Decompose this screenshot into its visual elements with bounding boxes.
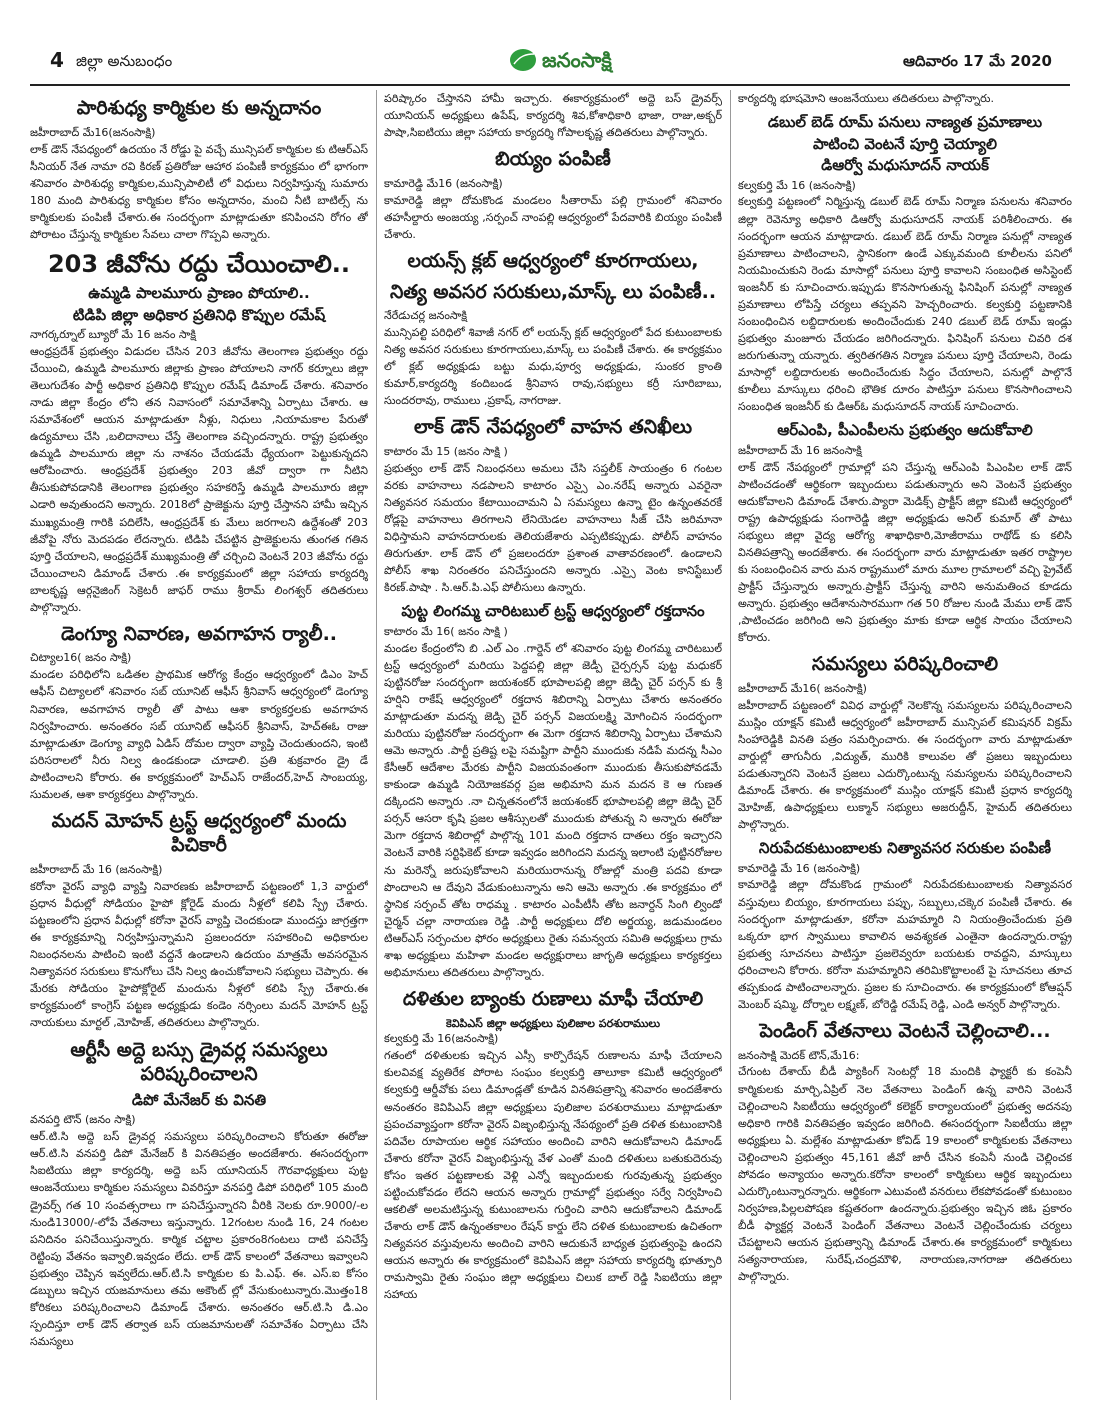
headline: డెంగ్యూ నివారణ, అవగాహన ర్యాలీ..	[60, 622, 337, 645]
article-essentials	[738, 839, 1072, 1013]
headline: లయన్స్ క్లబ్ ఆధ్వర్యంలో కూరగాయలు,	[407, 249, 699, 272]
article-go-203	[30, 249, 368, 616]
dateline: జహీరాబాద్ మే16( జనంసాక్షి)	[738, 681, 867, 695]
article-spraying	[30, 809, 368, 1032]
dateline: చిట్యాల16( జనం సాక్షి)	[30, 651, 132, 665]
article-body: లాక్ డౌన్ నేపథ్యంలో గ్రామాల్లో పని చేస్తున్న ఆర్ఎంపి పిఎంపిల లాక్ డౌన్ పాటించడంతో ఆర్థికంగా ఇబ్బందులు పడుతున్నారు అని వెంటనే ప్రభుత్వం ఆదుకోవాలని డిమాండ్ చేశారు.ప్యారా మెడిక్స్ ప్రాక్టీస్ జిల్లా కమిటీ ఆధ్వర్యంలో రాష్ట్ర ఉపాధ్యక్షుడు సంగారెడ్డి జిల్లా అధ్యక్షుడు అనిల్ కుమార్ తో పాటు సభ్యులు జిల్లా వైద్య ఆరోగ్య శాఖాధికారి,మోజీరాము రాథోడ్ కు కలిసి వినతిపత్రాన్ని అందజేశారు. ఈ సందర్భంగా వారు మాట్లాడుతూ ఇతర రాష్ట్రాల కు సంబంధించిన వారు మన రాష్ట్రములో మారు మూల గ్రామాలలో వచ్చి ప్రైవేట్ ప్రాక్టీస్ చేస్తున్నారు అన్నారు.ప్రాక్టీస్ చేస్తున్న వారిని అనుమతించ కూడదు అన్నారు. ప్రభుత్వం ఆదేశానుసారముగా గత 50 రోజుల నుండి మేము లాక్ డౌన్ ,పాటించడం జరిగింది అని ప్రభుత్వం మాకు కూడా ఆర్థిక సాయం చేయాలని కోరారు.	[738, 460, 1072, 644]
article-body: గతంలో దళితులకు ఇచ్చిన ఎస్సీ కార్పొరేషన్ రుణాలను మాఫీ చేయాలని కులవివక్ష వ్యతిరేక పోరాట సంఘం కల్వకుర్తి తాలూకా కమిటీ ఆధ్వర్యంలో కల్వకుర్తి ఆర్డీవోకు పలు డిమాండ్లతో కూడిన వినతిపత్రాన్ని శనివారం అందజేశారు అనంతరం కెవిపిఎస్ జిల్లా అధ్యక్షులు పులిజాల పరశురాములు మాట్లాడుతూ ప్రపంచవ్యాప్తంగా కరోనా వైరస్ విజృంభిస్తున్న నేపథ్యంలో ప్రతి దళిత కుటుంబానికి పదివేల రూపాయల ఆర్థిక సహాయం అందించి వారిని ఆదుకోవాలని డిమాండ్ చేశారు కరోనా వైరస్ విజృంభిస్తున్న వేళ ఎంతో మంది దళితులు బతుకుదెరువు కోసం ఇతర పట్టణాలకు వెళ్లి ఎన్నో ఇబ్బందులకు గురవుతున్న ప్రభుత్వం పట్టించుకోవడం లేదని ఆయన అన్నారు గ్రామాల్లో ప్రభుత్వం సర్వే నిర్వహించి ఆకలితో అలమటిస్తున్న కుటుంబాలను గుర్తించి వారిని ఆదుకోవాలని డిమాండ్ చేశారు లాక్ డౌన్ ఉన్నంతకాలం రేషన్ కార్డు లేని దళిత కుటుంబాలకు ఉచితంగా నిత్యవసర వస్తువులను అందించి వారిని ఆదుకునే బాధ్యత ప్రభుత్వంపై ఉందని ఆయన అన్నారు ఈ కార్యక్రమంలో కెవిపిఎస్ జిల్లా సహాయ కార్యదర్శి భూత్పూరి రామస్వామి రైతు సంఘం జిల్లా అధ్యక్షులు చిలుక బాల్ రెడ్డి సిఐటియు జిల్లా సహాయ	[384, 1049, 722, 1302]
headline: 203 జీవోను రద్దు చేయించాలి..	[47, 249, 351, 278]
dateline: నేరేడుచర్ల జనంసాక్షి	[384, 309, 467, 323]
article-dalit-continued	[738, 90, 1072, 107]
section-name: జిల్లా అనుబంధం	[76, 52, 173, 70]
article-body: చేగుంట దేశాయ్ బీడీ ప్యాకింగ్ సెంటర్లో 18 మందికి ఫ్యాక్టరీ కు కంపెనీ కార్మికులకు మార్చి,ఏప్రిల్ నెల వేతనాలు పెండింగ్ ఉన్న వారిని వెంటనే చెల్లించాలని సిఐటీయు ఆధ్వర్యంలో కలెక్టర్ కార్యాలయంలో ప్రభుత్వ అదనపు అధికారి గారికి వినతిపత్రం ఇవ్వడం జరిగింది. ఈసందర్భంగా సిఐటీయు జిల్లా అధ్యక్షులు ఏ. మల్లేశం మాట్లాడుతూ కోవిడ్ 19 కాలంలో కార్మికులకు వేతనాలు చెల్లించాలని ప్రభుత్వం 45,161 జీవో జారీ చేసిన కంపెనీ నుండి చెల్లించక పోవడం అన్యాయం అన్నారు.కరోనా కాలంలో కార్మికులు ఆర్థిక ఇబ్బందులు ఎదుర్కొంటున్నారన్నారు. ఆర్థికంగా ఎటువంటి వనరులు లేకపోవడంతో కుటుంబం నిర్వహణ,పిల్లలపోషణ కష్టతరంగా ఉందన్నారు.ప్రభుత్వం ఇచ్చిన జిఓ ప్రకారం బీడీ ఫ్యాక్టర్ల వెంటనే పెండింగ్ వేతనాలు వెంటనే చెల్లించేందుకు చర్యలు చేపట్టాలని ఆయన ప్రభుత్వాన్ని డిమాండ్ చేశారు.ఈ కార్యక్రమంలో కార్మికులు సత్యనారాయణ, సురేష్,చంద్రమౌళి, నారాయణ,నాగరాజు తదితరులు పాల్గొన్నారు.	[738, 1065, 1072, 1284]
article-rice-distribution	[384, 147, 722, 243]
dateline: జనంసాక్షి మెదక్ టౌన్,మే16:	[738, 1048, 860, 1062]
headline: ఆర్టీసీ అద్దె బస్సు డ్రైవర్ల సమస్యలు పరిష్కరించాలని	[70, 1038, 328, 1086]
headline: లాక్ డౌన్ నేపధ్యంలో వాహన తనిఖీలు	[413, 416, 693, 439]
article-dengue-rally	[30, 622, 368, 803]
column-divider	[376, 90, 377, 1400]
headline-line-2: పాటించి వెంటనే పూర్తి చెయ్యాలి	[812, 134, 998, 153]
headline: పెండింగ్ వేతనాలు వెంటనే చెల్లించాలి...	[759, 1019, 1051, 1042]
article-body: ఆంధ్రప్రదేశ్ ప్రభుత్వం విడుదల చేసిన 203 జీవోను తెలంగాణ ప్రభుత్వం రద్దు చేయించి, ఉమ్మడి పాలమూరు జిల్లాకు ప్రాణం పోయాలని నాగర్ కర్నూలు జిల్లా తెలుగుదేశం పార్టీ అధికార ప్రతినిధి కొప్పుల రమేష్ డిమాండ్ చేశారు. శనివారం నాడు జిల్లా కేంద్రం లోని తన నివాసంలో సమావేశాన్ని ఏర్పాటు చేశారు. ఆ సమావేశంలో ఆయన మాట్లాడుతూ నీళ్లు, నిధులు ,నియామకాల పేరుతో ఉద్యమాలు చేసి ,బలిదానాలు చేస్తే తెలంగాణ వచ్చిందన్నారు. రాష్ట్ర ప్రభుత్వం ఉమ్మడి పాలమూరు జిల్లా ను నాశనం చేయడమే ధ్యేయంగా పెట్టుకున్నదని ఆరోపించారు. ఆంధ్రప్రదేశ్ ప్రభుత్వం 203 జీవో ద్వారా గా నీటిని తీసుకుపోవడానికి తెలంగాణ ప్రభుత్వం సహకరిస్తే ఉమ్మడి పాలమూరు జిల్లా ఎడారి అవుతుందని అన్నారు. 2018లో ప్రాజెక్టును పూర్తి చేస్తానని హామీ ఇచ్చిన ముఖ్యమంత్రి గారికి పదిలేసి, ఆంధ్రప్రదేశ్ కు మేలు జరగాలని ఉద్దేశంతో 203 జీవోపై నోరు మెదపడం లేదన్నారు. టిడిపి చేపట్టిన ప్రాజెక్టులను తుంగత గతిన పూర్తి చేయాలని, ఆంధ్రప్రదేశ్ ముఖ్యమంత్రి తో చర్చించి వెంటనే 203 జీవోను రద్దు చేయించాలని డిమాండ్ చేశారు .ఈ కార్యక్రమంలో జిల్లా సహాయ కార్యదర్శి బాలకృష్ణ ఆర్గనైజింగ్ సెక్రెటరీ జాఫర్ రాము శ్రీరామ్ లింగశ్వర్ తదితరులు పాల్గొన్నారు.	[30, 345, 368, 614]
article-annadanam	[30, 96, 368, 243]
article-blood-donation	[384, 602, 722, 980]
column-divider	[730, 90, 731, 1400]
article-double-bedroom	[738, 113, 1072, 415]
header-rule	[30, 84, 1070, 86]
article-lions-club	[384, 249, 722, 410]
page-number: 4	[50, 48, 64, 72]
column-1	[30, 90, 368, 1400]
headline: దళితుల బ్యాంకు రుణాలు మాఫీ చేయాలి	[402, 987, 704, 1010]
dateline: కల్వకుర్తి మే 16(జనంసాక్షి)	[384, 1032, 499, 1046]
dateline: నాగర్కర్నూల్ బ్యూరో మే 16 జనం సాక్షి	[30, 328, 196, 342]
dateline: కామారెడ్డి మే 16 (జనంసాక్షి)	[738, 861, 861, 875]
headline: మదన్ మోహన్ ట్రస్ట్ ఆధ్వర్యంలో మందు పిచికారీ	[51, 809, 347, 857]
article-body: కార్యదర్శి భూషమోని ఆంజనేయులు తదితరులు పాల్గొన్నారు.	[738, 92, 994, 105]
article-rtc-continued	[384, 90, 722, 141]
article-body: కరోనా వైరస్ వ్యాధి వ్యాప్తి నివారణకు జహీరాబాద్ పట్టణంలో 1,3 వార్డులో ప్రధాన వీధుల్లో సోడియం హైపో క్లోరైడ్ మందు నీళ్లలో కలిపి స్ప్రే చేశారు. పట్టణంలోని ప్రధాన వీధుల్లో కరోనా వైరస్ వ్యాప్తి చెందకుండా ముందస్తు జాగ్రత్తగా ఈ కార్యక్రమాన్ని నిర్వహిస్తున్నామని ప్రజలందరూ సహకరించి అధికారుల నిబంధనలను పాటించి ఇంటి వద్దనే ఉండాలని ఉదయం మాత్రమే అవసరమైన నిత్యావసర సరుకులు కొనుగోలు చేసి నిల్వ ఉంచుకోవాలని సభ్యులు చెప్పారు. ఈ మేరకు సోడియం హైపోక్లోరైట్ మందును నీళ్లలో కలిపి స్ప్రే చేశారు.ఈ కార్యక్రమంలో కాంగ్రెస్ పట్టణ అధ్యక్షుడు కండెం నర్సింలు మదన్ మోహన్ ట్రస్ట్ నాయకులు మార్టల్ ,మోహిజ్, తదితరులు పాల్గొన్నారు.	[30, 880, 368, 1030]
subheadline: టిడిపి జిల్లా అధికార ప్రతినిధి కొప్పుల రమేష్	[72, 305, 326, 324]
headline: సమస్యలు పరిష్కరించాలి	[811, 653, 999, 676]
article-body: కామారెడ్డి జిల్లా దోమకొండ గ్రామంలో నిరుపేదకుటుంబాలకు నిత్యావసర వస్తువులు బియ్యం, కూరగాయలు పప్పు, సబ్బులు,చక్కెర పంపిణీ చేశారు. ఈ సందర్భంగా మాట్లాడుతూ, కరోనా మహమ్మారి ని నియంత్రించేందుకు ప్రతి ఒక్కరూ భాగ స్వాములు కావాలిన అవశ్యకత ఎంతైనా ఉందన్నారు.రాష్ట్ర ప్రభుత్వ సూచనలు పాటిస్తూ ప్రజలెవ్వరూ బయటకు రావద్దని, మాస్కులు ధరించాలని కోరారు. కరోనా మహమ్మారిని తరిమికొట్టాలంటే పై సూచనలు తూచ తప్పకుండ పాటించాలన్నారు. ప్రజల కు సూచించారు. ఈ కార్యక్రమంలో కోఆప్షన్ మెంబర్ షమ్మి, దోర్నాల లక్ష్మణ్, బోరెడ్డి రమేష్ రెడ్డి, ఎండి అన్వర్ పాల్గొన్నారు.	[738, 878, 1072, 1011]
masthead	[30, 38, 1070, 84]
newspaper-logo	[508, 42, 688, 78]
article-body: ప్రభుత్వం లాక్ డౌన్ నిబంధనలు అమలు చేసి సప్తలీక్ సాయంత్రం 6 గంటల వరకు వాహనాలు నడపాలని కాటారం ఎస్సై ఎం.నరేష్ అన్నారు ఎవరైనా నిత్యవసర సమయం కేటాయించామని ఏ సమస్యలు ఉన్నా టైం ఉన్నంతవరకే రోడ్లపై వాహనాలు తిరగాలని లేనియెడల వాహనాలు సీజ్ చేసి జరిమానా విధిస్తామని వాహనదారులకు తెలియజేశారు ఎప్పటికప్పుడు. పోలీస్ వాహనం తిరుగుతూ. లాక్ డౌన్ లో ప్రజలందరూ ప్రశాంత వాతావరణంలో. ఉండాలని పోలీస్ శాఖ నిరంతరం పనిచేస్తుందని అన్నారు .ఎస్సై వెంట కానిస్టేబుల్ కిరణ్.పాషా . సి.ఆర్.పి.ఎఫ్ పోలీసులు ఉన్నారు.	[384, 462, 722, 595]
article-body: లాక్ డౌన్ నేపధ్యంలో ఉదయం నే రోడ్డు పై వచ్చే మున్సిపల్ కార్మికుల కు టిఆర్ఎస్ సీనియర్ నేత నామా రవి కిరణ్ ప్రతిరోజు ఆహార పంపిణీ కార్యక్రమం లో భాగంగా శనివారం పారిశుధ్య కార్మికుల,మున్సిపాలిటీ లో విధులు నిర్వహిస్తున్న సుమారు 180 మంది పారిశుధ్య కార్మికుల కోసం అన్నదానం, మంచి నీటి బాటిల్స్ ను కార్మికులకు పంపిణీ చేశారు.ఈ సందర్భంగా మాట్లాడుతూ కనిపించని రోగం తో పోరాటం చేస్తున్న కార్మికుల సేవలు చాలా గొప్పవి అన్నారు.	[30, 142, 368, 241]
article-body: ఆర్.టి.సి అద్దె బస్ డ్రైవర్ల సమస్యలు పరిష్కరించాలని కోరుతూ ఈరోజు ఆర్.టి.సి వనపర్తి డిపో మేనేజర్ కి వినతిపత్రం అందజేశారు. ఈసందర్భంగా సిఐటియు జిల్లా కార్యదర్శి, అద్దె బస్ యూనియన్ గౌరవాధ్యక్షులు పుట్ట ఆంజనేయులు కార్మికుల సమస్యలు వివరిస్తూ వనపర్తి డిపో పరిధిలో 105 మంది డ్రైవర్స్ గత 10 సంవత్సరాలు గా పనిచేస్తున్నారని వీరికి నెలకు రూ.9000/-ల నుండి13000/-లోపే వేతనాలు ఇస్తున్నారు. 12గంటల నుండి 16, 24 గంటల పనిదినం పనిచేయిస్తున్నారు. కార్మిక చట్టాల ప్రకారం8గంటలు దాటి పనిచేస్తే రెట్టింపు వేతనం ఇవ్వాలి.ఇవ్వడం లేదు. లాక్ డౌన్ కాలంలో వేతనాలు ఇవ్వాలని ప్రభుత్వం చెప్పిన ఇవ్వలేదు.ఆర్.టి.సి కార్మికుల కు పి.ఎఫ్. ఈ. ఎస్.ఐ కోసం డబ్బులు ఇచ్చిన యజమానులు తమ అకౌంట్ ల్లో వేసుకుంటున్నారు.మొత్తం18 కోరికలు పరిష్కరించాలని డిమాండ్ చేశారు. అనంతరం ఆర్.టి.సి డి.ఎం స్పందిస్తూ లాక్ డౌన్ తర్వాత బస్ యజమానులతో సమావేశం ఏర్పాటు చేసి సమస్యలు	[30, 1130, 368, 1348]
article-body: మండల పరిధిలోని ఒడితల ప్రాథమిక ఆరోగ్య కేంద్రం ఆధ్వర్యంలో డిఎం హెచ్ ఆఫీస్ చిట్యాలలో శనివారం సబ్ యూనిట్ ఆఫీస్ శ్రీనివాస్ ఆధ్వర్యంలో డెంగ్యూ నివారణ, అవగాహన ర్యాలీ తో పాటు ఆశా కార్యకర్తలకు అవగాహన నిర్వహించారు. అనంతరం సబ్ యూనిట్ ఆఫీసర్ శ్రీనివాస్, హెచ్ఈఓ రాజు మాట్లాడుతూ డెంగ్యూ వ్యాధి ఏడిస్ దోమల ద్వారా వ్యాప్తి చెందుతుందని, ఇంటి పరిసరాలలో నీరు నిల్వ ఉండకుండా చూడాలి. ప్రతి శుక్రవారం డ్రై డే పాటించాలని కోరారు. ఈ కార్యక్రమంలో హెచ్ఎస్ రాజేందర్,హెచ్ సాంబయ్య, సుమలత, ఆశా కార్యకర్తలు పాల్గొన్నారు.	[30, 668, 368, 801]
logo-text: జనంసాక్షి	[542, 48, 612, 72]
article-body: మున్సిపల్టి పరిధిలో శివాజీ నగర్ లో లయన్స్ క్లబ్ ఆధ్వర్యంలో పేద కుటుంబాలకు నిత్య అవసర సరుకులు కూరగాయలు,మాస్క్ లు పంపిణీ చేశారు. ఈ కార్యక్రమం లో క్లబ్ అధ్యక్షుడు బట్టు మధు,పూర్వ అధ్యక్షుడు, సుంకర క్రాంతి కుమార్,కార్యదర్శి కందిబండ శ్రీనివాస రావు,సభ్యులు కర్రీ సూరిబాబు, సుందరరావు, రాములు ,ప్రకాష్, నాగరాజు.	[384, 326, 722, 408]
headline: పుట్ట లింగమ్మ చారిటబుల్ ట్రస్ట్ ఆధ్వర్యంలో రక్తదానం	[401, 602, 705, 621]
column-2	[384, 90, 722, 1400]
headline: నిరుపేదకుటుంబాలకు నిత్యావసర సరుకుల పంపిణీ	[758, 839, 1052, 858]
dateline: జహీరాబాద్ మే16(జనంసాక్షి)	[30, 125, 156, 139]
subheadline: డిపో మేనేజర్ కు వినతి	[131, 1090, 267, 1109]
dateline: జహీరాబాద్ మే 16 జనంసాక్షి	[738, 443, 862, 457]
article-rtc-drivers	[30, 1038, 368, 1350]
leaf-logo-icon	[508, 46, 538, 74]
headline: బియ్యం పంపిణీ	[495, 148, 611, 171]
article-problems	[738, 652, 1072, 833]
dateline: జహీరాబాద్ మే 16 (జనంసాక్షి)	[30, 863, 163, 877]
article-rmp-pmp	[738, 421, 1072, 646]
article-body: కల్వకుర్తి పట్టణంలో నిర్మిస్తున్న డబుల్ బెడ్ రూమ్ నిర్మాణ పనులను శనివారం జిల్లా రెవెన్యూ అధికారి డిఆర్వో మధుసూదన్ నాయక్ పరిశీలించారు. ఈ సందర్భంగా ఆయన మాట్లాడారు. డబుల్ బెడ్ రూమ్ నిర్మాణ పనుల్లో నాణ్యత ప్రమాణాలు పాటించాలని, స్థానికంగా ఉండే ఎక్కువమంది కూలీలను పనిలో నియమించుకుని రెండు మాసాల్లో పనులు పూర్తి కావాలని సంబంధిత అసిస్టెంట్ ఇంజనీర్ కు సూచించారు.ఇప్పుడు కొనసాగుతున్న ఫినిషింగ్ పనుల్లో నాణ్యత ప్రమాణాలు లోపిస్తే చర్యలు తప్పవని హెచ్చరించారు. కల్వకుర్తి పట్టణానికి సంబంధించిన లబ్దిదారులకు అందించేందుకు 240 డబుల్ బెడ్ రూమ్ ఇండ్లు ప్రభుత్వం మంజూరు చేయడం జరిగిందన్నారు. ఫినిషింగ్ పనులు చివరి దశ జరుగుతున్నా యన్నారు. త్వరితగతిన నిర్మాణ పనులు పూర్తి చేయాలని, రెండు మాసాల్లో లబ్దిదారులకు అందించేందుకు సిద్ధం చేయాలని, పనుల్లో పాల్గొనే కూలీలు మాస్కులు ధరించి భౌతిక దూరం పాటిస్తూ పనులు కొనసాగించాలని సంబంధిత ఇంజనీర్ కు డిఆర్ఓ మధుసూదన్ నాయక్ సూచించారు.	[738, 195, 1072, 414]
article-body: కామారెడ్డి జిల్లా దోమకొండ మండలం సీతారామ్ పల్లి గ్రామంలో శనివారం తహసీల్దారు అంజయ్య ,సర్పంచ్ నాంపల్లి ఆధ్వర్యంలో పేదవారికి బియ్యం పంపిణీ చేశారు.	[384, 193, 722, 241]
article-body: జహీరాబాద్ పట్టణంలో వివిధ వార్డుల్లో నెలకొన్న సమస్యలను పరిష్కరించాలని ముస్లిం యాక్షన్ కమిటీ ఆధ్వర్యంలో జహీరాబాద్ మున్సిపల్ కమిషనర్ విక్రమ్ సింహారెడ్డికి వినతి పత్రం సమర్పించారు. ఈ సందర్భంగా వారు మాట్లాడుతూ వార్డుల్లో తాగునీరు ,విద్యుత్, మురికి కాలువల తో ప్రజలు ఇబ్బందులు పడుతున్నారని వెంటనే ప్రజలు ఎదుర్కొంటున్న సమస్యలను పరిష్కరించాలని డిమాండ్ చేశారు. ఈ కార్యక్రమంలో ముస్లిం యాక్షన్ కమిటీ ప్రధాన కార్యదర్శి మోహిజ్, ఉపాధ్యక్షులు లుక్మాన్ సభ్యులు అజరుద్దీన్, హైమద్ తదితరులు పాల్గొన్నారు.	[738, 698, 1072, 831]
issue-date: ఆదివారం 17 మే 2020	[903, 52, 1052, 70]
article-body: మండల కేంద్రంలోని బి .ఎల్ ఎం .గార్డెన్ లో శనివారం పుట్ట లింగమ్మ చారిటబుల్ ట్రస్ట్ ఆధ్వర్యంలో మరియు పెద్దపల్లి జిల్లా జెడ్పీ చైర్పర్సన్ పుట్ట మధుకర్ పుట్టినరోజు సందర్భంగా జయశంకర్ భూపాలపల్లి జిల్లా జెడ్పి చైర్ పర్సన్ కు శ్రీ హర్షిని రాకేష్ ఆధ్వర్యంలో రక్తదాన శిబిరాన్ని ఏర్పాటు చేశారు అనంతరం మాట్లాడుతూ మదన్న జెడ్పి చైర్ పర్సన్ విజయలక్ష్మి మోగించిన సందర్భంగా మరియు పుట్టినరోజు సందర్భంగా ఈ మెగా రక్తదాన శిబిరాన్ని ఏర్పాటు చేశామని ఆమె అన్నారు .పార్టీ ప్రతిష్ట లపై సమష్టిగా పార్టీని ముందుకు నడిపే మదన్న సీఎం కేసీఆర్ ఆదేశాల మేరకు పార్టీని విజయవంతంగా ముందుకు తీసుకుపోవడమే కాకుండా ఉమ్మడి నియోజకవర్గ ప్రజ అభిమాని మన మదన కె ఆ గుణత దక్కిందని అన్నారు .నా చిన్నతనంలోనే జయశంకర్ భూపాలపల్లి జిల్లా జెడ్పి చైర్ పర్సన్ ఆసరా కృషి ప్రజల ఆశీస్సులతో ముందుకు పోతున్న ని అన్నారు ఈరోజు మెగా రక్తదాన శిబిరాల్లో పాల్గొన్న 101 మంది రక్తదాన దాతలు రక్తం ఇచ్చారని వెంటనే వారికి సర్టిఫికెట్ కూడా ఇవ్వడం జరిగిందని మదన్న ఇలాంటి పుట్టినరోజుల ను మరెన్నో జరుపుకోవాలని మరియురానున్న రోజుల్లో మంత్రి పదవి కూడా పొందాలని ఆ దేవుని వేడుకుంటున్నాను అని ఆమె అన్నారు .ఈ కార్యక్రమం లో స్థానిక సర్పంచ్ తోట రాధమ్మ . కాటారం ఎంపీటీసీ తోట జనార్దన్ సింగి ల్విండో చైర్మన్ చల్లా నారాయణ రెడ్డి .పార్టీ అధ్యక్షులు దోలి అర్జయ్య, జడుమండలం టిఆర్ఎస్ సర్పంచుల ఫోరం అధ్యక్షులు రైతు సమన్వయ సమితి అధ్యక్షులు గ్రామ శాఖ అధ్యక్షులు మహిళా మండల అధ్యక్షురాలు జాగృతి అధ్యక్షులు కార్యకర్తలు అభిమానులు తదితరులు పాల్గొన్నారు.	[384, 641, 722, 979]
dateline: కాటారం మే 15 (జనం సాక్షి )	[384, 445, 508, 459]
headline-line-2: నిత్య అవసర సరుకులు,మాస్క్ లు పంపిణీ..	[389, 280, 717, 303]
dateline: కాటారం మే 16( జనం సాక్షి )	[384, 624, 508, 638]
dateline: కల్వకుర్తి మే 16 (జనంసాక్షి)	[738, 178, 856, 192]
headline: పారిశుధ్య కార్మికుల కు అన్నదానం	[76, 97, 322, 119]
column-3	[738, 90, 1072, 1400]
dateline: వనపర్తి టౌన్ (జనం సాక్షి)	[30, 1113, 136, 1127]
article-dalit-loans	[384, 987, 722, 1303]
subheadline: ఉమ్మడి పాలమూరు ప్రాణం పోయాలి..	[88, 284, 310, 303]
dateline: కామారెడ్డి మే16 (జనంసాక్షి)	[384, 176, 503, 190]
headline: డబుల్ బెడ్ రూమ్ పనులు నాణ్యత ప్రమాణాలు	[767, 113, 1043, 132]
article-vehicle-checks	[384, 415, 722, 596]
article-body: పరిష్కారం చేస్తానని హామీ ఇచ్చారు. ఈకార్యక్రమంలో అద్దె బస్ డ్రైవర్స్ యూనియన్ అధ్యక్షులు ఉపేష్, కార్యదర్శి శివ,కోశాధికారి భాజా, రాజు,అక్బర్ పాషా,సిఐటియు జిల్లా సహాయ కార్యదర్శి గోపాలకృష్ణ తదితరులు పాల్గొన్నారు.	[384, 92, 722, 140]
headline-line-3: డిఆర్వో మధుసూదన్ నాయక్	[821, 156, 989, 175]
subheadline: కెవిపిఎస్ జిల్లా అధ్యక్షులు పులిజాల పరశురాములు	[445, 1016, 661, 1030]
headline: ఆర్ఎంపి, పీఎంపీలను ప్రభుత్వం ఆదుకోవాలి	[777, 421, 1033, 440]
article-pending-wages	[738, 1019, 1072, 1285]
